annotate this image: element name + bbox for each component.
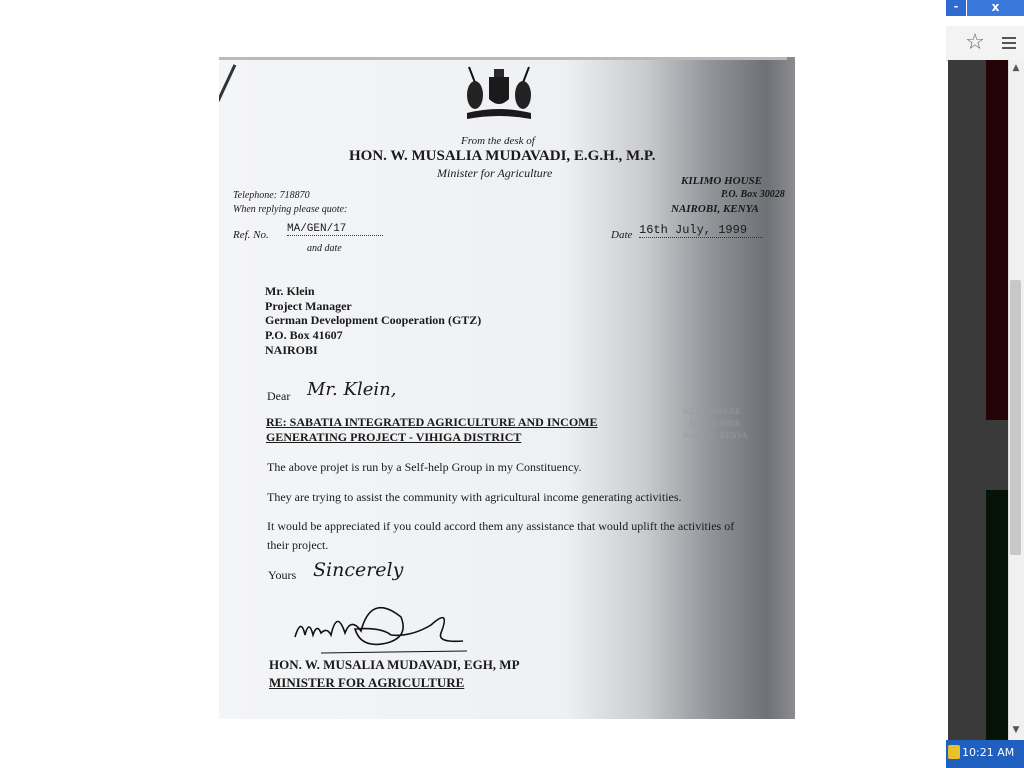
address-city: NAIROBI, KENYA xyxy=(671,203,759,215)
salutation: Dear xyxy=(267,389,291,403)
date-label: Date xyxy=(611,229,633,241)
reply-note: When replying please quote: xyxy=(233,204,348,215)
signature-icon xyxy=(291,597,467,655)
ref-label: Ref. No. xyxy=(233,229,269,241)
from-desk-line: From the desk of xyxy=(461,135,535,147)
background-page xyxy=(948,60,1008,740)
subject-line: RE: SABATIA INTEGRATED AGRICULTURE AND INCOME xyxy=(266,415,598,429)
faint-stamp-line: P.O. Box 30028 xyxy=(689,419,740,428)
taskbar-clock[interactable]: 10:21 AM xyxy=(962,746,1015,759)
recipient-line: Project Manager xyxy=(265,299,352,313)
scrollbar-thumb[interactable] xyxy=(1010,280,1021,555)
and-date-label: and date xyxy=(307,243,342,254)
recipient-line: German Development Cooperation (GTZ) xyxy=(265,313,482,327)
date-value: 16th July, 1999 xyxy=(639,223,763,238)
scanned-letter xyxy=(219,57,795,719)
telephone-line: Telephone: 718870 xyxy=(233,190,310,201)
menu-icon[interactable] xyxy=(996,30,1022,56)
letterhead-title: Minister for Agriculture xyxy=(437,166,553,180)
letterhead-name: HON. W. MUSALIA MUDAVADI, E.G.H., M.P. xyxy=(349,148,656,164)
closing: Yours xyxy=(268,568,297,582)
recipient-line: NAIROBI xyxy=(265,343,318,357)
address-house: KILIMO HOUSE xyxy=(681,175,762,187)
address-pobox: P.O. Box 30028 xyxy=(721,189,785,200)
tray-icon[interactable] xyxy=(948,745,960,759)
body-paragraph: It would be appreciated if you could accord them any assistance that would uplift the activities of xyxy=(267,519,735,533)
signatory-name: HON. W. MUSALIA MUDAVADI, EGH, MP xyxy=(269,657,520,672)
scroll-up-arrow-icon[interactable]: ▲ xyxy=(1012,63,1020,73)
signatory-title: MINISTER FOR AGRICULTURE xyxy=(269,675,465,690)
bookmark-star-icon[interactable]: ☆ xyxy=(965,30,985,55)
recipient-line: P.O. Box 41607 xyxy=(265,328,343,342)
recipient-line: Mr. Klein xyxy=(265,284,315,298)
ref-value: MA/GEN/17 xyxy=(287,223,383,236)
body-paragraph: The above projet is run by a Self-help Group in my Constituency. xyxy=(267,460,582,474)
body-paragraph: their project. xyxy=(267,538,329,552)
salutation-handwritten-name: Mr. Klein, xyxy=(307,379,397,400)
faint-stamp-line: KILIMO HOUSE xyxy=(683,407,741,416)
minimize-button[interactable]: - xyxy=(946,0,966,16)
body-paragraph: They are trying to assist the community with agricultural income generating activities. xyxy=(267,490,682,504)
close-button[interactable]: x xyxy=(967,0,1024,16)
closing-handwritten: Sincerely xyxy=(313,559,404,581)
coat-of-arms-icon xyxy=(461,63,537,123)
subject-line: GENERATING PROJECT - VIHIGA DISTRICT xyxy=(266,430,522,444)
scroll-down-arrow-icon[interactable]: ▼ xyxy=(1012,725,1020,735)
faint-stamp-line: NAIROBI, KENYA xyxy=(683,431,748,440)
